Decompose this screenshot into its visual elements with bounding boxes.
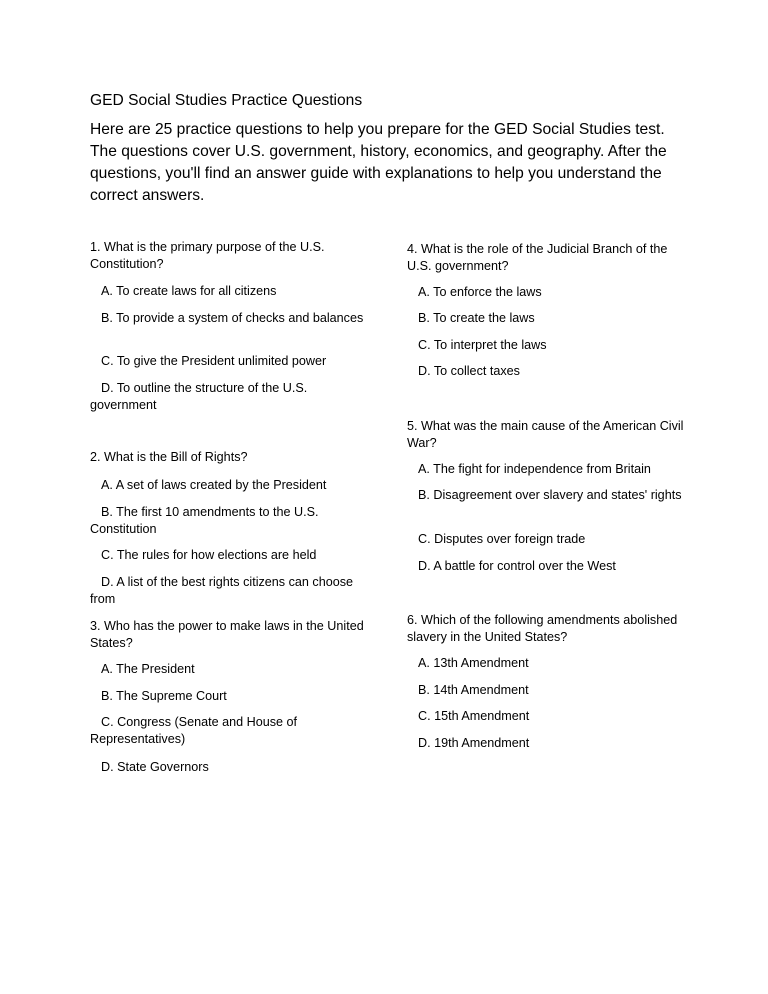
q4-option-d: D. To collect taxes — [418, 364, 520, 378]
q5-option-c: C. Disputes over foreign trade — [418, 532, 586, 546]
q5-option-a: A. The fight for independence from Britain — [418, 462, 651, 476]
q3-option-d: D. State Governors — [101, 760, 209, 774]
q3-option-a: A. The President — [101, 662, 195, 676]
q2-option-d: D. A list of the best rights citizens can choose from — [90, 575, 354, 606]
q3-option-b: B. The Supreme Court — [101, 689, 227, 703]
q6-option-c: C. 15th Amendment — [418, 709, 530, 723]
q1-option-b: B. To provide a system of checks and balances — [101, 311, 364, 325]
question-1: 1. What is the primary purpose of the U.S. Constitution? — [90, 240, 325, 271]
document-title: GED Social Studies Practice Questions — [90, 92, 363, 109]
q2-option-b: B. The first 10 amendments to the U.S. Constitution — [90, 505, 319, 536]
question-6: 6. Which of the following amendments abolished slavery in the United States? — [407, 613, 678, 644]
q6-option-b: B. 14th Amendment — [418, 683, 529, 697]
q4-option-c: C. To interpret the laws — [418, 338, 547, 352]
q5-option-d: D. A battle for control over the West — [418, 559, 616, 573]
q1-option-d: D. To outline the structure of the U.S. government — [90, 381, 308, 412]
q4-option-a: A. To enforce the laws — [418, 285, 542, 299]
q1-option-a: A. To create laws for all citizens — [101, 284, 277, 298]
q5-option-b: B. Disagreement over slavery and states' rights — [418, 488, 682, 502]
question-3: 3. Who has the power to make laws in the United States? — [90, 619, 364, 650]
q6-option-a: A. 13th Amendment — [418, 656, 529, 670]
question-4: 4. What is the role of the Judicial Branch of the U.S. government? — [407, 242, 668, 273]
intro-paragraph: Here are 25 practice questions to help you prepare for the GED Social Studies test. The questions cover U.S. government, history, economics, and geography. After the questions, you'll find an answer guide with explanations to help you understand the correct answers. — [90, 121, 667, 204]
q3-option-c: C. Congress (Senate and House of Representatives) — [90, 715, 298, 746]
q2-option-c: C. The rules for how elections are held — [101, 548, 317, 562]
q6-option-d: D. 19th Amendment — [418, 736, 530, 750]
q4-option-b: B. To create the laws — [418, 311, 535, 325]
q2-option-a: A. A set of laws created by the President — [101, 478, 327, 492]
question-2: 2. What is the Bill of Rights? — [90, 450, 248, 464]
q1-option-c: C. To give the President unlimited power — [101, 354, 327, 368]
question-5: 5. What was the main cause of the American Civil War? — [407, 419, 684, 450]
